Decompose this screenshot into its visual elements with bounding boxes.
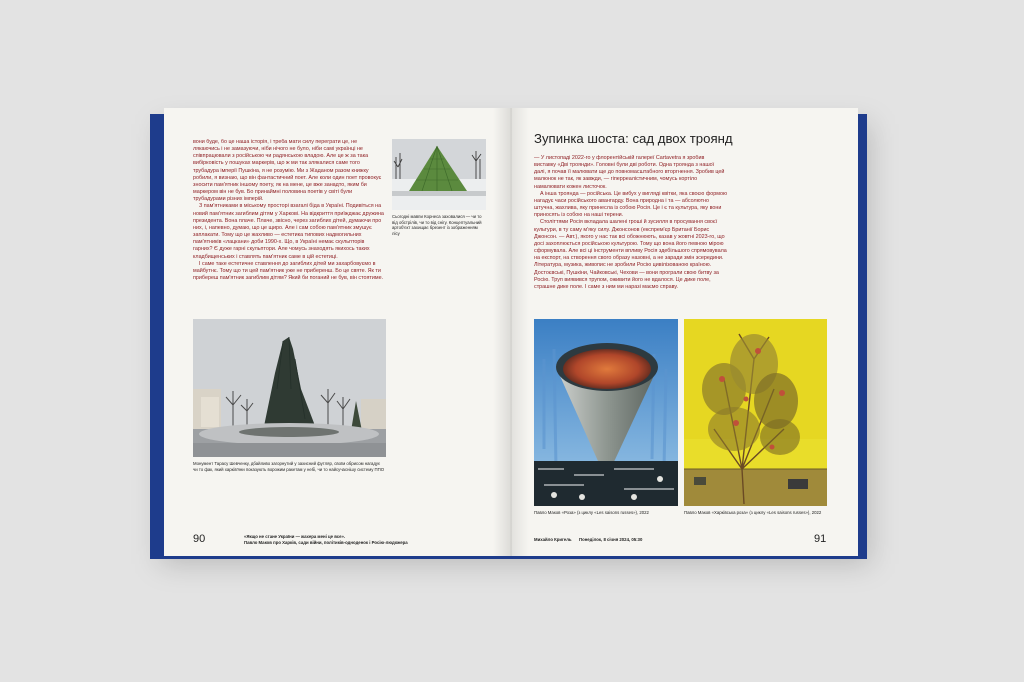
left-footer-quote: «Якщо не стане України — жахера мені це все».	[244, 534, 346, 539]
kharkiv-rose-painting-caption: Павло Маков «Харківська роза» (з циклу «Les saisons russes»), 2022	[684, 510, 822, 515]
section-heading: Зупинка шоста: сад двох троянд	[534, 131, 733, 146]
right-paragraph-2: А інша троянда — російська. Це вибух у вигляді квітки, яка своєю формою нагадує часи російського авангарду. Вона природна і та — абсолютно штучна, жахлива, яку принесла із собою Росія. Це і є та культура, яку вони приносять із собою на наші терени.	[534, 190, 727, 219]
footer-author: Михайло Кригель	[534, 537, 572, 542]
left-paragraph-3: І саме таке естетичне ставлення до загиблих дітей ми захарбовуємо в майбутнє. Тому що ти цей пам'ятник уже не приберенш. Бо це святе. Як ти прибереш пам'ятник загиблим дітям? Який би поганий не був, він стоятиме.	[193, 260, 384, 281]
rose-painting-image	[534, 319, 678, 506]
kharkiv-rose-painting	[684, 319, 827, 506]
wrapped-monument-image	[193, 319, 386, 457]
left-body-text	[193, 139, 385, 301]
right-page-number: 91	[814, 533, 827, 545]
kharkiv-rose-painting-image	[684, 319, 827, 506]
wrapped-monument-photo	[193, 319, 386, 457]
covered-sculpture-image	[392, 139, 486, 210]
left-footer-subtitle: Павло Маков про Харків, сади війни, політиків-одноденок і Росію-людожера	[244, 540, 408, 546]
footer-date: Понеділок, 8 січня 2024, 05:30	[578, 537, 643, 542]
left-paragraph-1: вони буде, бо це наша історія, і треба мати силу переграти це, не лякаючись і не замазуючи, ніби нічого не було, ніби самі українці не співпрацювали з російською чи радянською владою. Але це ж за така вибірковість у пошуках маркерів, що ж ми так злякалися саме того трубадура імперії Пушкіна, я не розумію. Ми з Жаданом разом книжку робили, я визнаю, що він фантастичний поет. Але коли один поет провокує зносити пам'ятник іншому поету, як на мене, це вже занадто, яким би маркером він не був. Бо принаймні половина поетів у світі були трубадурами різних імперій.	[193, 139, 382, 203]
left-paragraph-2: З пам'ятниками в міському просторі взагалі біда в Україні. Подивіться на новий пам'ятник загиблим дітям у Харкові. На відкриття приїжджає дружина президента. Вона плаче. Плаче, звісно, через загиблих дітей, думаючи про них, і, напевно, думаю, що це щиро. Але і сам собою пам'ятник змушує заплакати. Тому що це жахливо — естетика типових надмогильних пам'ятників «лацкани» доби 1990-х. Що, в Україні немає скульпторів гарних? Є дуже гарні скульптори. Але чомусь знаходять якихось таких кладбищенських і ставлять пам'ятник саме в цій естетиці.	[193, 203, 384, 260]
covered-sculpture-photo	[392, 139, 486, 210]
rose-painting-caption: Павло Маков «Роза» (з циклу «Les saisons russes»), 2022	[534, 510, 649, 515]
left-page-number: 90	[193, 533, 206, 545]
book-gutter	[493, 108, 529, 556]
right-paragraph-3: Століттями Росія вкладала шалені гроші й зусилля в просування своєї культури, в ту саму м'яку силу. Джонсонов (експрем'єр Британії Борис Джонсон. — Авт.), якого у нас так всі обожнюють, казав у жовтні 2023-го, що досі захоплюється російською культурою. Тому що вона його певною мірою сформувала. Але всі ці інструменти впливу Росія здебільшого спрямовувала на експорт, на створення свого образу назовні, а не заради змін зсередини. Література, музика, живопис не зробили Росію цивілізованою країною. Достоєвські, Пушкіни, Чайковські, Чехови — вони програли свою битву за Росію. Труп виявився трупом, оживити його не вдалося. Це дике поле, страшне дике поле. І саме з ним ми наразі маємо справу.	[534, 219, 727, 290]
rose-painting	[534, 319, 678, 506]
bottom-photo-caption: Монумент Тарасу Шевченку, дбайливо загорнутий у захисний футляр, своїм обрисом нагадує чи то фак, який харків'яни показують ворожим ракетам у небі, чи то найсучаснішу систему ППО	[193, 461, 385, 472]
top-photo-caption: Сьогодні мавпи Корнеса заховалися — чи то від обстрілів, чи то від снігу. Концептуальний артоб'єкт захищає брезент із зображенням лісу	[392, 214, 482, 236]
left-footer	[244, 534, 464, 546]
right-paragraph-1: — У листопаді 2022-го у флорентійській галереї Cartavetra я зробив виставку «Дві троянди». Головні були дві роботи. Одна троянда з нашої далі, я почав її малювати ще до повномасштабного вторгнення. Зробив цей малюнок не так, як завжди, — гіперреалістичним, чомусь кортіло намалювати кожен листочок.	[534, 155, 725, 190]
right-body-text	[534, 155, 727, 309]
right-footer	[534, 537, 734, 543]
